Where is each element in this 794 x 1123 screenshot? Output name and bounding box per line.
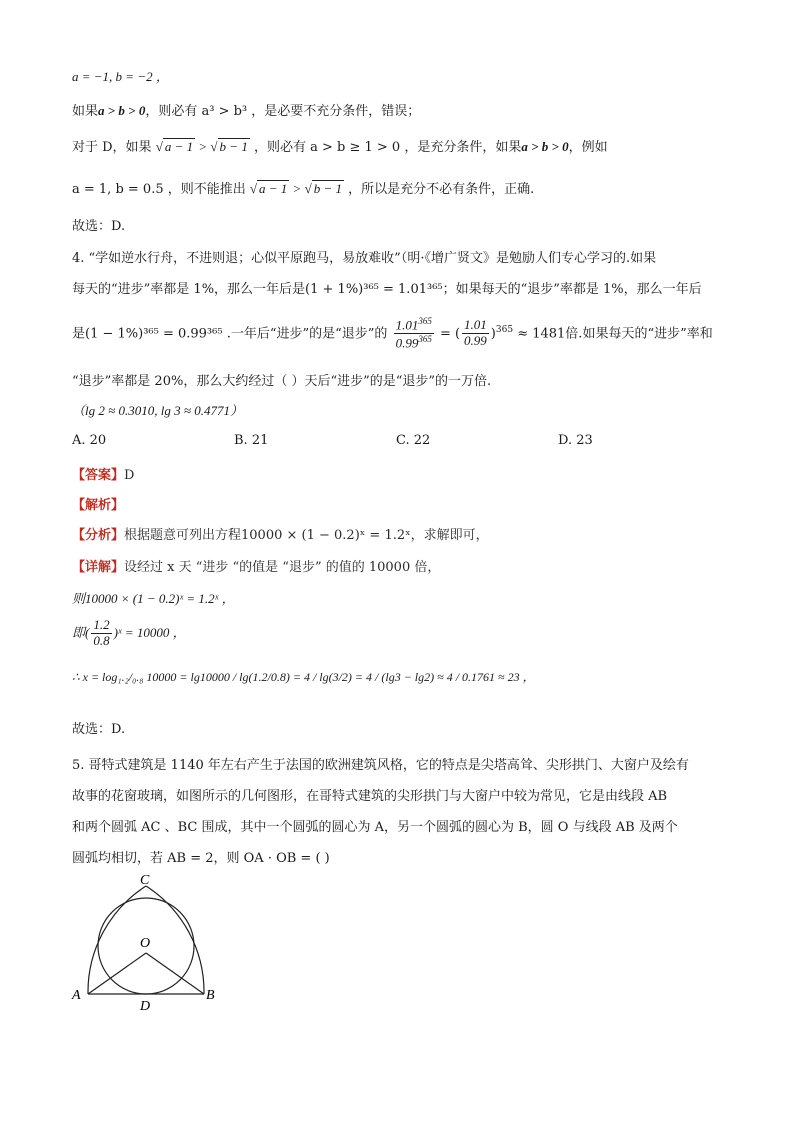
text-span: ，所以是充分不必有条件，正确. [348, 182, 535, 197]
question-5-text: 5. 哥特式建筑是 1140 年左右产生于法国的欧洲建筑风格，它的特点是尖塔高耸、尖形拱门、大窗户及绘有 [72, 758, 689, 773]
segment-oa [88, 953, 146, 994]
text-span: ≈ 1481倍.如果每天的“进步”率和 [517, 326, 713, 342]
fenxi-line [72, 524, 489, 543]
question-5-text: 故事的花窗玻璃，如图所示的几何图形，在哥特式建筑的尖形拱门与大窗户中较为常见，它是由线段 AB [72, 789, 668, 804]
text-line: a = −1, b = −2 ， [72, 69, 169, 84]
text-span: 即( [72, 624, 90, 640]
question-5-text: 圆弧均相切，若 AB = 2，则 OA · OB = ( ) [72, 851, 330, 866]
fenxi-tag: 【分析】 [72, 528, 125, 543]
label-b: B [206, 988, 215, 1003]
text-span: 对于 D，如果 [72, 140, 152, 155]
label-a: A [72, 988, 81, 1003]
text-line [72, 100, 420, 119]
xiangjie-line [72, 556, 440, 575]
arc-bc [146, 886, 204, 994]
text-span: ，则必有 a > b ≥ 1 > 0 ，是充分条件，如果 [253, 140, 522, 155]
label-c: C [140, 873, 150, 888]
text-span: 是(1 − 1%)³⁶⁵ = 0.99³⁶⁵ .一年后“进步”的是“退步”的 [72, 326, 388, 342]
segment-ob [146, 953, 204, 994]
conclusion: 故选：D. [72, 722, 126, 737]
label-o: O [140, 936, 151, 951]
question-4-text: 每天的“进步”率都是 1%，那么一年后是(1 + 1%)³⁶⁵ = 1.01³⁶⁵；如果每天的“退步”率都是 1%，那么一年后 [72, 282, 702, 297]
text-line [72, 136, 608, 155]
text-span: 如果 [72, 104, 99, 119]
text-span: a = 1, b = 0.5 ，则不能推出 [72, 182, 246, 197]
fraction: $\frac{1.01}{0.99}$ [464, 317, 487, 349]
sqrt-expression: √ a − 1 > √ b − 1 [249, 181, 342, 196]
question-4-text: 4. “学如逆水行舟，不进则退；心似平原跑马，易放难收”（明·《增广贤文》是勉励人们专心学习的.如果 [72, 251, 657, 266]
option-c: C. 22 [396, 433, 431, 448]
answer-value: D [124, 468, 135, 483]
answer-tag: 【答案】 [72, 468, 125, 483]
option-d: D. 23 [558, 433, 593, 448]
text-line: 故选：D. [72, 219, 126, 234]
question-4-hint: （lg 2 ≈ 0.3010, lg 3 ≈ 0.4771） [72, 403, 243, 418]
question-4-text: 是(1 − 1%)³⁶⁵ = 0.99³⁶⁵ .一年后“进步”的是“退步”的 $\frac{1.01^{365}}{0.99^{365}}$ = ( $\frac{1.01}{0.99}$ )$^{365}$ ≈ 1481倍.如果每天的“进步”率和 [72, 316, 713, 351]
option-b: B. 21 [234, 433, 269, 448]
sqrt-expression: √ a − 1 > √ b − 1 [155, 139, 248, 154]
math-span: a > b > 0 [98, 103, 146, 118]
analysis-tag: 【解析】 [72, 498, 125, 513]
solution-step: ∴ x = log₁.₂/₀.₈ 10000 = lg10000 / lg(1.2/0.8) = 4 / lg(3/2) = 4 / (lg3 − lg2) ≈ 4 / 0.1761 ≈ 23 ， [72, 670, 535, 684]
label-d: D [140, 999, 151, 1013]
text-line [72, 178, 534, 197]
text-span: )ˣ = 10000 ， [113, 624, 186, 640]
fraction: $\frac{1.2}{0.8}$ [93, 617, 110, 648]
analysis-heading [72, 494, 124, 513]
text-span: ，则必有 a³ > b³ ，是必要不充分条件，错误； [145, 104, 421, 119]
xiangjie-text: 设经过 x 天 “进步 “的值是 “退步” 的值的 10000 倍， [124, 560, 441, 575]
solution-step [72, 618, 186, 649]
option-a: A. 20 [72, 433, 107, 448]
fraction: $\frac{1.01^{365}}{0.99^{365}}$ [395, 316, 432, 351]
math-span: a > b > 0 [521, 139, 569, 154]
question-4-text: “退步”率都是 20%，那么大约经过（ ）天后“进步”的是“退步”的一万倍. [72, 374, 492, 389]
text-span: ，例如 [568, 140, 608, 155]
gothic-arch-figure [66, 873, 236, 1013]
xiangjie-tag: 【详解】 [72, 560, 125, 575]
answer-line [72, 464, 134, 483]
arc-ac [88, 886, 146, 994]
question-5-text: 和两个圆弧 AC 、BC 围成，其中一个圆弧的圆心为 A，另一个圆弧的圆心为 B，圆 O 与线段 AB 及两个 [72, 820, 678, 835]
fenxi-text: 根据题意可列出方程10000 × (1 − 0.2)ˣ = 1.2ˣ，求解即可， [124, 528, 489, 543]
solution-step: 则10000 × (1 − 0.2)ˣ = 1.2ˣ ， [72, 591, 235, 606]
